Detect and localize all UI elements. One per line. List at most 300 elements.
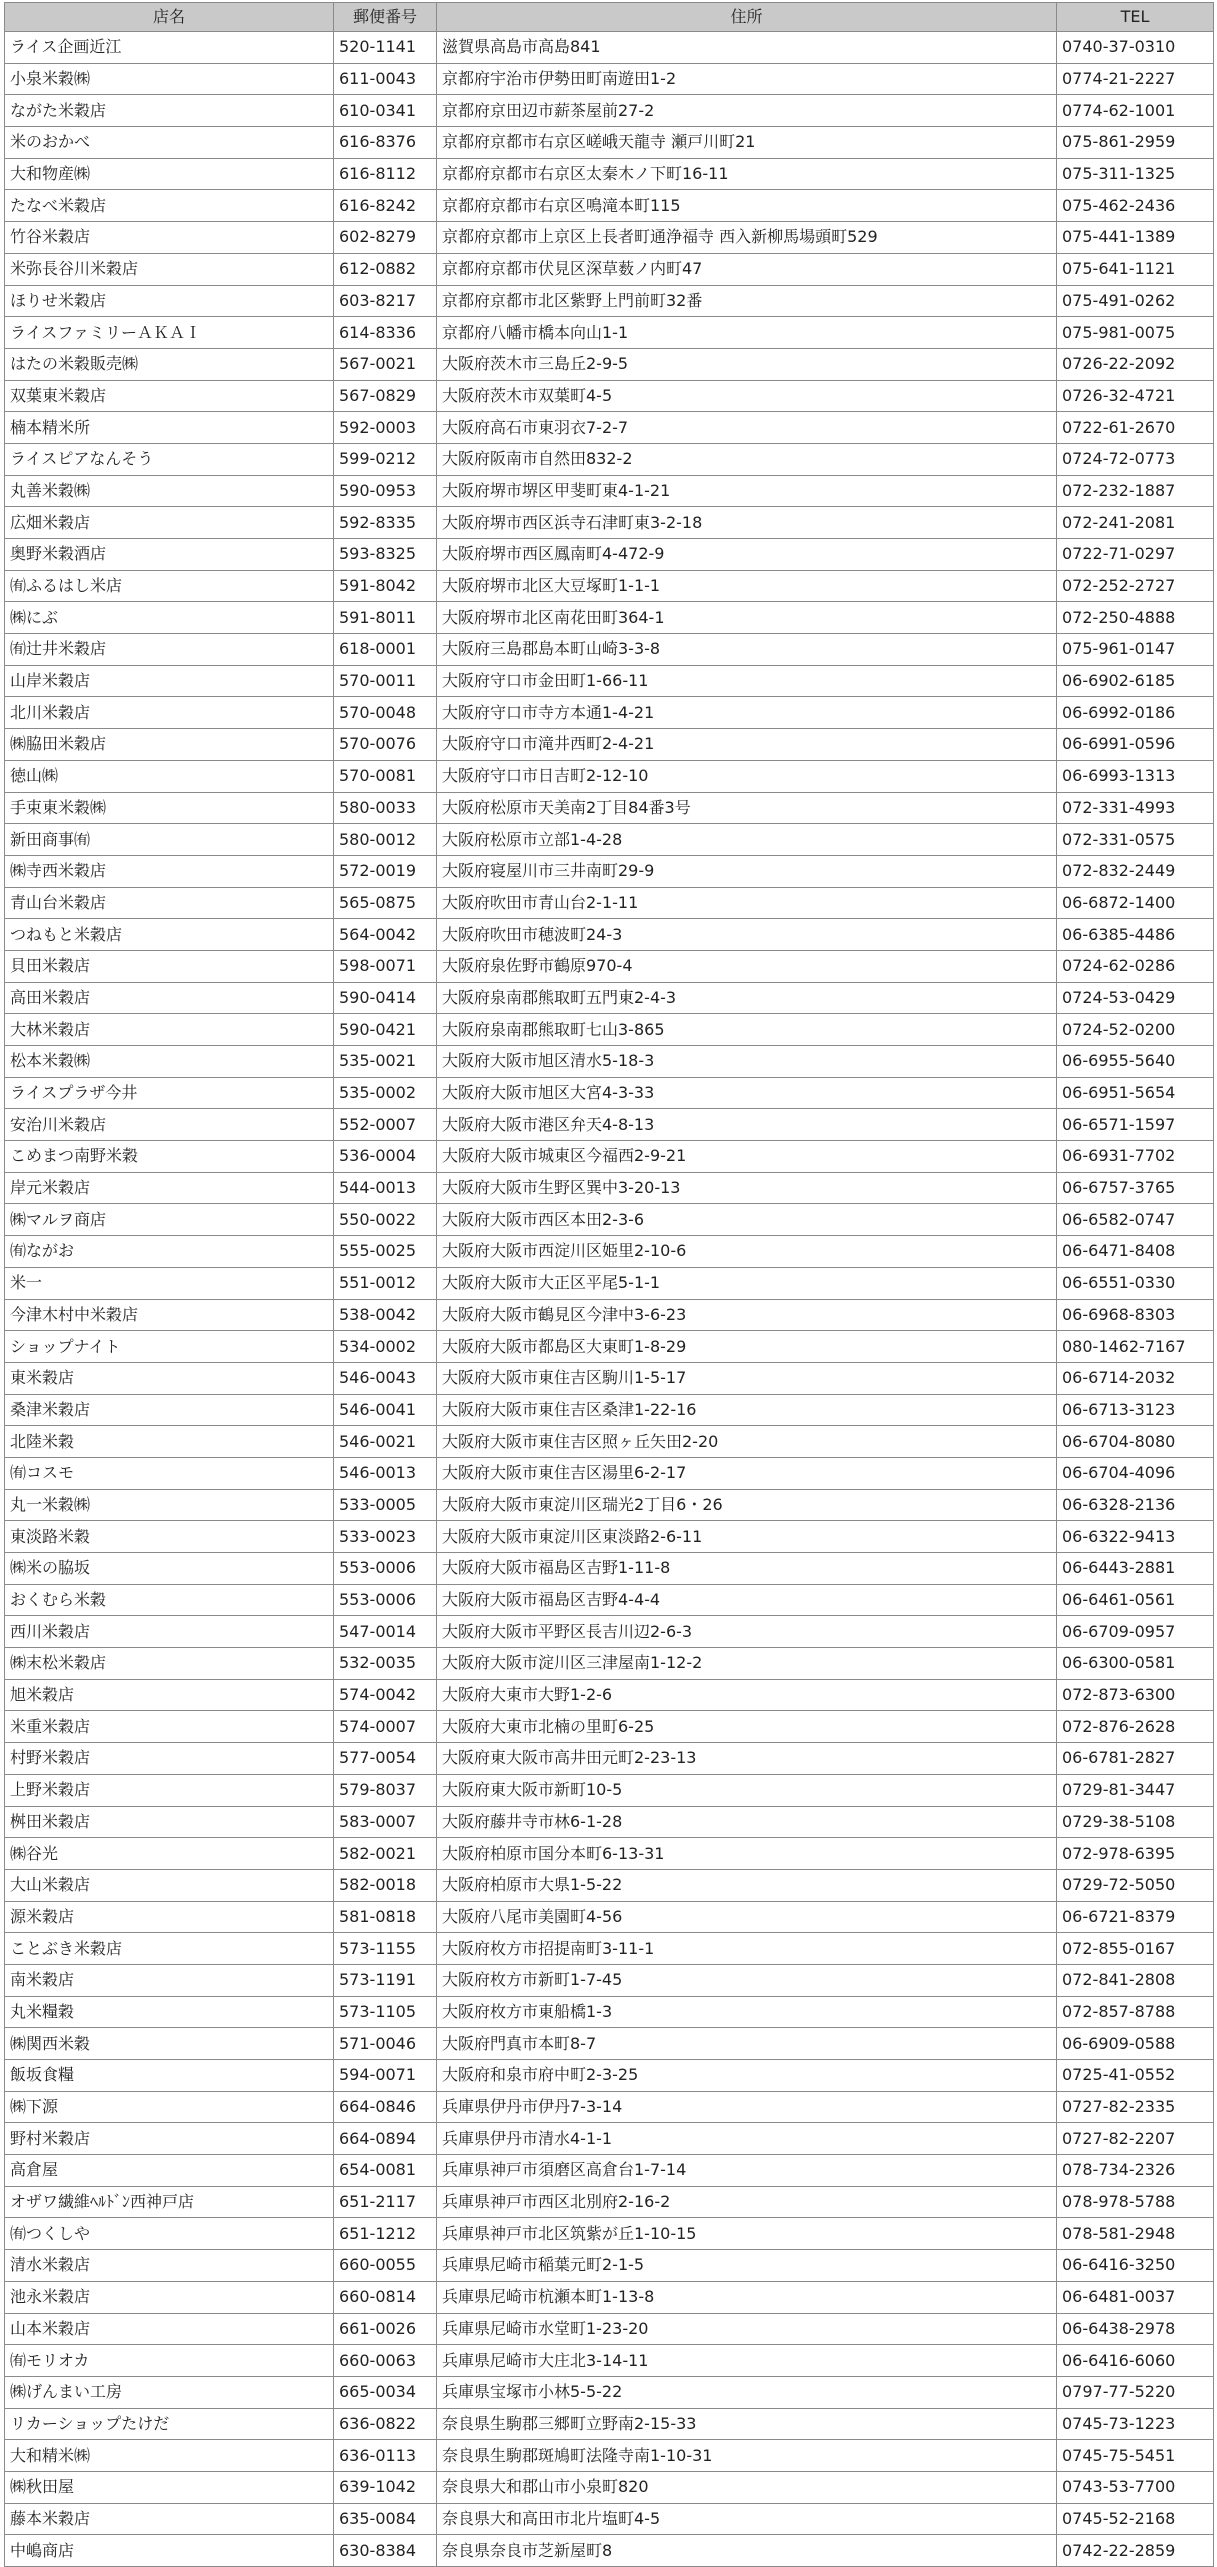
postal-code-cell: 553-0006 — [334, 1553, 437, 1585]
tel-cell: 080-1462-7167 — [1057, 1331, 1214, 1363]
address-cell: 大阪府阪南市自然田832-2 — [437, 443, 1057, 475]
address-cell: 兵庫県神戸市西区北別府2-16-2 — [437, 2186, 1057, 2218]
postal-code-cell: 616-8376 — [334, 127, 437, 159]
postal-code-cell: 612-0882 — [334, 253, 437, 285]
address-cell: 大阪府松原市天美南2丁目84番3号 — [437, 792, 1057, 824]
table-row — [5, 1141, 1214, 1173]
table-row — [5, 1046, 1214, 1078]
address-cell: 大阪府大阪市東住吉区湯里6-2-17 — [437, 1457, 1057, 1489]
address-cell: 大阪府大阪市西区本田2-3-6 — [437, 1204, 1057, 1236]
table-row — [5, 1584, 1214, 1616]
table-row — [5, 63, 1214, 95]
address-cell: 大阪府和泉市府中町2-3-25 — [437, 2060, 1057, 2092]
postal-code-cell: 599-0212 — [334, 443, 437, 475]
table-row — [5, 1331, 1214, 1363]
address-cell: 大阪府堺市西区浜寺石津町東3-2-18 — [437, 507, 1057, 539]
table-row — [5, 2028, 1214, 2060]
shop-name-cell: リカーショップたけだ — [5, 2408, 334, 2440]
shop-name-cell: ㈲ながお — [5, 1236, 334, 1268]
postal-code-cell: 551-0012 — [334, 1267, 437, 1299]
table-row — [5, 2091, 1214, 2123]
postal-code-cell: 550-0022 — [334, 1204, 437, 1236]
shop-name-cell: 大山米穀店 — [5, 1869, 334, 1901]
address-cell: 大阪府大阪市東淀川区瑞光2丁目6・26 — [437, 1489, 1057, 1521]
table-row — [5, 1172, 1214, 1204]
address-cell: 大阪府堺市北区大豆塚町1-1-1 — [437, 570, 1057, 602]
address-cell: 大阪府茨木市三島丘2-9-5 — [437, 348, 1057, 380]
postal-code-cell: 546-0041 — [334, 1394, 437, 1426]
table-row — [5, 1014, 1214, 1046]
shop-name-cell: 安治川米穀店 — [5, 1109, 334, 1141]
table-row — [5, 697, 1214, 729]
address-cell: 兵庫県尼崎市杭瀬本町1-13-8 — [437, 2281, 1057, 2313]
table-row — [5, 32, 1214, 64]
address-cell: 大阪府枚方市東船橋1-3 — [437, 1996, 1057, 2028]
table-row — [5, 1521, 1214, 1553]
address-cell: 大阪府枚方市招提南町3-11-1 — [437, 1933, 1057, 1965]
postal-code-cell: 552-0007 — [334, 1109, 437, 1141]
address-cell: 大阪府大阪市東住吉区駒川1-5-17 — [437, 1362, 1057, 1394]
shop-name-cell: 飯坂食糧 — [5, 2060, 334, 2092]
tel-cell: 072-250-4888 — [1057, 602, 1214, 634]
tel-cell: 072-876-2628 — [1057, 1711, 1214, 1743]
table-row — [5, 824, 1214, 856]
postal-code-cell: 610-0341 — [334, 95, 437, 127]
address-cell: 大阪府守口市金田町1-66-11 — [437, 665, 1057, 697]
postal-code-cell: 577-0054 — [334, 1743, 437, 1775]
table-row — [5, 1648, 1214, 1680]
tel-cell: 06-6471-8408 — [1057, 1236, 1214, 1268]
shop-name-cell: 上野米穀店 — [5, 1774, 334, 1806]
address-cell: 大阪府大阪市港区弁天4-8-13 — [437, 1109, 1057, 1141]
postal-code-cell: 583-0007 — [334, 1806, 437, 1838]
shop-name-cell: 池永米穀店 — [5, 2281, 334, 2313]
table-row — [5, 253, 1214, 285]
address-cell: 大阪府茨木市双葉町4-5 — [437, 380, 1057, 412]
tel-cell: 0727-82-2207 — [1057, 2123, 1214, 2155]
postal-code-cell: 660-0063 — [334, 2345, 437, 2377]
tel-cell: 075-311-1325 — [1057, 158, 1214, 190]
tel-cell: 072-855-0167 — [1057, 1933, 1214, 1965]
postal-code-cell: 636-0822 — [334, 2408, 437, 2440]
address-cell: 大阪府大阪市東淀川区東淡路2-6-11 — [437, 1521, 1057, 1553]
address-cell: 大阪府三島郡島本町山崎3-3-8 — [437, 634, 1057, 666]
tel-cell: 06-6551-0330 — [1057, 1267, 1214, 1299]
shop-table — [4, 2, 1214, 2567]
shop-name-cell: 藤本米穀店 — [5, 2503, 334, 2535]
postal-code-cell: 555-0025 — [334, 1236, 437, 1268]
address-cell: 大阪府守口市日吉町2-12-10 — [437, 760, 1057, 792]
address-cell: 京都府京都市右京区鳴滝本町115 — [437, 190, 1057, 222]
shop-name-cell: 東米穀店 — [5, 1362, 334, 1394]
address-cell: 大阪府高石市東羽衣7-2-7 — [437, 412, 1057, 444]
tel-cell: 0727-82-2335 — [1057, 2091, 1214, 2123]
shop-name-cell: 南米穀店 — [5, 1964, 334, 1996]
table-row — [5, 2503, 1214, 2535]
address-cell: 兵庫県尼崎市大庄北3-14-11 — [437, 2345, 1057, 2377]
postal-code-cell: 546-0013 — [334, 1457, 437, 1489]
shop-name-cell: 丸米糧穀 — [5, 1996, 334, 2028]
postal-code-cell: 635-0084 — [334, 2503, 437, 2535]
postal-code-cell: 573-1105 — [334, 1996, 437, 2028]
address-cell: 兵庫県神戸市北区筑紫が丘1-10-15 — [437, 2218, 1057, 2250]
table-row — [5, 317, 1214, 349]
shop-name-cell: 西川米穀店 — [5, 1616, 334, 1648]
address-cell: 大阪府柏原市大県1-5-22 — [437, 1869, 1057, 1901]
address-cell: 大阪府大阪市生野区巽中3-20-13 — [437, 1172, 1057, 1204]
tel-cell: 075-861-2959 — [1057, 127, 1214, 159]
shop-name-cell: 桝田米穀店 — [5, 1806, 334, 1838]
postal-code-cell: 660-0055 — [334, 2250, 437, 2282]
shop-name-cell: 楠本精米所 — [5, 412, 334, 444]
address-cell: 大阪府大阪市西淀川区姫里2-10-6 — [437, 1236, 1057, 1268]
postal-code-cell: 660-0814 — [334, 2281, 437, 2313]
tel-cell: 078-978-5788 — [1057, 2186, 1214, 2218]
shop-name-cell: ライスピアなんそう — [5, 443, 334, 475]
postal-code-cell: 665-0034 — [334, 2376, 437, 2408]
tel-cell: 0722-71-0297 — [1057, 539, 1214, 571]
tel-cell: 0724-52-0200 — [1057, 1014, 1214, 1046]
postal-code-cell: 651-2117 — [334, 2186, 437, 2218]
address-cell: 大阪府大阪市福島区吉野4-4-4 — [437, 1584, 1057, 1616]
address-cell: 兵庫県尼崎市稲葉元町2-1-5 — [437, 2250, 1057, 2282]
table-row — [5, 127, 1214, 159]
postal-code-cell: 535-0021 — [334, 1046, 437, 1078]
tel-cell: 06-6714-2032 — [1057, 1362, 1214, 1394]
table-row — [5, 1362, 1214, 1394]
table-row — [5, 1869, 1214, 1901]
postal-code-cell: 536-0004 — [334, 1141, 437, 1173]
postal-code-cell: 598-0071 — [334, 950, 437, 982]
shop-name-cell: 青山台米穀店 — [5, 887, 334, 919]
table-row — [5, 1267, 1214, 1299]
postal-code-cell: 616-8242 — [334, 190, 437, 222]
tel-cell: 06-6328-2136 — [1057, 1489, 1214, 1521]
postal-code-cell: 594-0071 — [334, 2060, 437, 2092]
shop-name-cell: 高倉屋 — [5, 2155, 334, 2187]
postal-code-cell: 654-0081 — [334, 2155, 437, 2187]
tel-cell: 06-6709-0957 — [1057, 1616, 1214, 1648]
address-cell: 京都府京都市右京区太秦木ノ下町16-11 — [437, 158, 1057, 190]
postal-code-cell: 534-0002 — [334, 1331, 437, 1363]
table-row — [5, 158, 1214, 190]
shop-name-cell: ㈱マルヲ商店 — [5, 1204, 334, 1236]
address-cell: 大阪府門真市本町8-7 — [437, 2028, 1057, 2060]
table-row — [5, 95, 1214, 127]
address-cell: 兵庫県伊丹市清水4-1-1 — [437, 2123, 1057, 2155]
shop-name-cell: 北陸米穀 — [5, 1426, 334, 1458]
tel-cell: 078-734-2326 — [1057, 2155, 1214, 2187]
shop-name-cell: オザワ繊維ﾍﾙﾄﾞﾝ西神戸店 — [5, 2186, 334, 2218]
table-row — [5, 729, 1214, 761]
tel-cell: 06-6993-1313 — [1057, 760, 1214, 792]
postal-code-cell: 614-8336 — [334, 317, 437, 349]
shop-name-cell: 米一 — [5, 1267, 334, 1299]
table-row — [5, 2250, 1214, 2282]
tel-cell: 075-961-0147 — [1057, 634, 1214, 666]
postal-code-cell: 591-8011 — [334, 602, 437, 634]
tel-cell: 06-6443-2881 — [1057, 1553, 1214, 1585]
postal-code-cell: 664-0846 — [334, 2091, 437, 2123]
shop-name-cell: ㈱下源 — [5, 2091, 334, 2123]
postal-code-cell: 571-0046 — [334, 2028, 437, 2060]
table-row — [5, 539, 1214, 571]
postal-code-cell: 616-8112 — [334, 158, 437, 190]
postal-code-cell: 590-0953 — [334, 475, 437, 507]
postal-code-cell: 546-0043 — [334, 1362, 437, 1394]
postal-code-cell: 564-0042 — [334, 919, 437, 951]
postal-code-cell: 567-0829 — [334, 380, 437, 412]
table-row — [5, 665, 1214, 697]
shop-name-cell: はたの米穀販売㈱ — [5, 348, 334, 380]
shop-name-cell: 岸元米穀店 — [5, 1172, 334, 1204]
tel-cell: 06-6909-0588 — [1057, 2028, 1214, 2060]
address-cell: 大阪府寝屋川市三井南町29-9 — [437, 855, 1057, 887]
postal-code-cell: 570-0048 — [334, 697, 437, 729]
tel-cell: 06-6931-7702 — [1057, 1141, 1214, 1173]
postal-code-cell: 593-8325 — [334, 539, 437, 571]
tel-cell: 06-6461-0561 — [1057, 1584, 1214, 1616]
postal-code-cell: 574-0042 — [334, 1679, 437, 1711]
tel-cell: 0729-81-3447 — [1057, 1774, 1214, 1806]
table-row — [5, 2345, 1214, 2377]
shop-name-cell: ㈲つくしや — [5, 2218, 334, 2250]
tel-cell: 0774-21-2227 — [1057, 63, 1214, 95]
shop-name-cell: おくむら米穀 — [5, 1584, 334, 1616]
shop-name-cell: 村野米穀店 — [5, 1743, 334, 1775]
table-row — [5, 348, 1214, 380]
address-cell: 大阪府大阪市東住吉区桑津1-22-16 — [437, 1394, 1057, 1426]
address-cell: 大阪府大阪市大正区平尾5-1-1 — [437, 1267, 1057, 1299]
postal-code-cell: 602-8279 — [334, 222, 437, 254]
address-cell: 大阪府泉佐野市鶴原970-4 — [437, 950, 1057, 982]
address-cell: 大阪府八尾市美園町4-56 — [437, 1901, 1057, 1933]
shop-name-cell: ことぶき米穀店 — [5, 1933, 334, 1965]
shop-name-cell: ライス企画近江 — [5, 32, 334, 64]
tel-cell: 075-641-1121 — [1057, 253, 1214, 285]
table-row — [5, 1426, 1214, 1458]
table-row — [5, 2060, 1214, 2092]
postal-code-cell: 636-0113 — [334, 2440, 437, 2472]
postal-code-cell: 570-0081 — [334, 760, 437, 792]
table-row — [5, 443, 1214, 475]
tel-cell: 0722-61-2670 — [1057, 412, 1214, 444]
tel-cell: 072-841-2808 — [1057, 1964, 1214, 1996]
table-row — [5, 1489, 1214, 1521]
postal-code-cell: 611-0043 — [334, 63, 437, 95]
tel-cell: 06-6322-9413 — [1057, 1521, 1214, 1553]
table-row — [5, 1679, 1214, 1711]
address-cell: 大阪府大阪市旭区大宮4-3-33 — [437, 1077, 1057, 1109]
address-cell: 大阪府泉南郡熊取町七山3-865 — [437, 1014, 1057, 1046]
postal-code-cell: 565-0875 — [334, 887, 437, 919]
table-row — [5, 1838, 1214, 1870]
shop-name-cell: ライスファミリーＡＫＡＩ — [5, 317, 334, 349]
shop-name-cell: 松本米穀㈱ — [5, 1046, 334, 1078]
shop-name-cell: ㈱末松米穀店 — [5, 1648, 334, 1680]
table-row — [5, 982, 1214, 1014]
address-cell: 京都府京田辺市薪茶屋前27-2 — [437, 95, 1057, 127]
postal-code-cell: 590-0421 — [334, 1014, 437, 1046]
tel-cell: 0743-53-7700 — [1057, 2471, 1214, 2503]
table-row — [5, 380, 1214, 412]
table-row — [5, 1077, 1214, 1109]
tel-cell: 075-491-0262 — [1057, 285, 1214, 317]
table-row — [5, 1901, 1214, 1933]
tel-cell: 06-6704-4096 — [1057, 1457, 1214, 1489]
shop-name-cell: 米弥長谷川米穀店 — [5, 253, 334, 285]
address-cell: 大阪府守口市寺方本通1-4-21 — [437, 697, 1057, 729]
shop-name-cell: 新田商事㈲ — [5, 824, 334, 856]
postal-code-cell: 581-0818 — [334, 1901, 437, 1933]
table-row — [5, 2535, 1214, 2567]
shop-name-cell: 奥野米穀酒店 — [5, 539, 334, 571]
tel-cell: 06-6582-0747 — [1057, 1204, 1214, 1236]
tel-cell: 06-6902-6185 — [1057, 665, 1214, 697]
postal-code-cell: 570-0011 — [334, 665, 437, 697]
postal-code-cell: 547-0014 — [334, 1616, 437, 1648]
postal-code-cell: 574-0007 — [334, 1711, 437, 1743]
address-cell: 兵庫県尼崎市水堂町1-23-20 — [437, 2313, 1057, 2345]
address-cell: 大阪府柏原市国分本町6-13-31 — [437, 1838, 1057, 1870]
tel-cell: 072-857-8788 — [1057, 1996, 1214, 2028]
postal-code-cell: 546-0021 — [334, 1426, 437, 1458]
address-cell: 大阪府東大阪市高井田元町2-23-13 — [437, 1743, 1057, 1775]
table-row — [5, 887, 1214, 919]
table-row — [5, 1204, 1214, 1236]
table-row — [5, 2408, 1214, 2440]
address-cell: 奈良県奈良市芝新屋町8 — [437, 2535, 1057, 2567]
tel-cell: 0742-22-2859 — [1057, 2535, 1214, 2567]
tel-cell: 0724-62-0286 — [1057, 950, 1214, 982]
tel-cell: 06-6704-8080 — [1057, 1426, 1214, 1458]
tel-cell: 072-331-0575 — [1057, 824, 1214, 856]
shop-name-cell: 丸一米穀㈱ — [5, 1489, 334, 1521]
tel-cell: 0729-72-5050 — [1057, 1869, 1214, 1901]
tel-cell: 06-6385-4486 — [1057, 919, 1214, 951]
shop-name-cell: 大和精米㈱ — [5, 2440, 334, 2472]
shop-name-cell: 高田米穀店 — [5, 982, 334, 1014]
header-row — [5, 3, 1214, 32]
address-cell: 奈良県大和郡山市小泉町820 — [437, 2471, 1057, 2503]
table-row — [5, 919, 1214, 951]
postal-code-cell: 538-0042 — [334, 1299, 437, 1331]
table-row — [5, 1806, 1214, 1838]
shop-name-cell: たなべ米穀店 — [5, 190, 334, 222]
table-row — [5, 1457, 1214, 1489]
shop-name-cell: ほりせ米穀店 — [5, 285, 334, 317]
tel-cell: 06-6481-0037 — [1057, 2281, 1214, 2313]
table-row — [5, 190, 1214, 222]
table-row — [5, 602, 1214, 634]
address-cell: 大阪府泉南郡熊取町五門東2-4-3 — [437, 982, 1057, 1014]
tel-cell: 06-6951-5654 — [1057, 1077, 1214, 1109]
address-cell: 大阪府大阪市旭区清水5-18-3 — [437, 1046, 1057, 1078]
postal-code-cell: 572-0019 — [334, 855, 437, 887]
tel-cell: 072-873-6300 — [1057, 1679, 1214, 1711]
address-cell: 大阪府大阪市都島区大東町1-8-29 — [437, 1331, 1057, 1363]
postal-code-cell: 664-0894 — [334, 2123, 437, 2155]
tel-cell: 075-441-1389 — [1057, 222, 1214, 254]
tel-cell: 0774-62-1001 — [1057, 95, 1214, 127]
postal-code-cell: 535-0002 — [334, 1077, 437, 1109]
shop-name-cell: ㈱にぶ — [5, 602, 334, 634]
shop-name-cell: 桑津米穀店 — [5, 1394, 334, 1426]
shop-name-cell: 源米穀店 — [5, 1901, 334, 1933]
address-cell: 大阪府東大阪市新町10-5 — [437, 1774, 1057, 1806]
shop-name-cell: ㈱げんまい工房 — [5, 2376, 334, 2408]
postal-code-cell: 573-1155 — [334, 1933, 437, 1965]
postal-code-cell: 592-0003 — [334, 412, 437, 444]
table-row — [5, 2376, 1214, 2408]
postal-code-cell: 582-0018 — [334, 1869, 437, 1901]
table-row — [5, 950, 1214, 982]
address-cell: 大阪府大阪市平野区長吉川辺2-6-3 — [437, 1616, 1057, 1648]
tel-cell: 072-331-4993 — [1057, 792, 1214, 824]
address-cell: 大阪府吹田市青山台2-1-11 — [437, 887, 1057, 919]
tel-cell: 0724-53-0429 — [1057, 982, 1214, 1014]
shop-name-cell: 米重米穀店 — [5, 1711, 334, 1743]
shop-name-cell: ㈲モリオカ — [5, 2345, 334, 2377]
address-cell: 京都府京都市右京区嵯峨天龍寺 瀬戸川町21 — [437, 127, 1057, 159]
shop-name-cell: 大和物産㈱ — [5, 158, 334, 190]
address-cell: 滋賀県高島市高島841 — [437, 32, 1057, 64]
shop-name-cell: 旭米穀店 — [5, 1679, 334, 1711]
shop-name-cell: 東淡路米穀 — [5, 1521, 334, 1553]
table-row — [5, 2218, 1214, 2250]
table-row — [5, 1964, 1214, 1996]
postal-code-cell: 618-0001 — [334, 634, 437, 666]
table-row — [5, 792, 1214, 824]
shop-name-cell: 清水米穀店 — [5, 2250, 334, 2282]
table-row — [5, 412, 1214, 444]
address-cell: 大阪府大阪市東住吉区照ヶ丘矢田2-20 — [437, 1426, 1057, 1458]
address-cell: 奈良県生駒郡斑鳩町法隆寺南1-10-31 — [437, 2440, 1057, 2472]
postal-code-cell: 567-0021 — [334, 348, 437, 380]
address-cell: 京都府京都市上京区上長者町通浄福寺 西入新柳馬場頭町529 — [437, 222, 1057, 254]
table-row — [5, 1109, 1214, 1141]
tel-cell: 0745-73-1223 — [1057, 2408, 1214, 2440]
address-cell: 大阪府大東市北楠の里町6-25 — [437, 1711, 1057, 1743]
address-cell: 大阪府大東市大野1-2-6 — [437, 1679, 1057, 1711]
tel-cell: 06-6781-2827 — [1057, 1743, 1214, 1775]
tel-cell: 0726-32-4721 — [1057, 380, 1214, 412]
tel-cell: 06-6713-3123 — [1057, 1394, 1214, 1426]
header-postal-code: 郵便番号 — [334, 3, 437, 32]
address-cell: 大阪府藤井寺市林6-1-28 — [437, 1806, 1057, 1838]
shop-name-cell: 野村米穀店 — [5, 2123, 334, 2155]
shop-name-cell: ㈱米の脇坂 — [5, 1553, 334, 1585]
shop-name-cell: 徳山㈱ — [5, 760, 334, 792]
shop-name-cell: ㈱関西米穀 — [5, 2028, 334, 2060]
postal-code-cell: 582-0021 — [334, 1838, 437, 1870]
tel-cell: 06-6416-6060 — [1057, 2345, 1214, 2377]
shop-name-cell: 手束東米穀㈱ — [5, 792, 334, 824]
tel-cell: 0729-38-5108 — [1057, 1806, 1214, 1838]
address-cell: 京都府京都市北区紫野上門前町32番 — [437, 285, 1057, 317]
address-cell: 兵庫県神戸市須磨区高倉台1-7-14 — [437, 2155, 1057, 2187]
shop-name-cell: 双葉東米穀店 — [5, 380, 334, 412]
table-row — [5, 1236, 1214, 1268]
postal-code-cell: 520-1141 — [334, 32, 437, 64]
tel-cell: 075-462-2436 — [1057, 190, 1214, 222]
address-cell: 京都府京都市伏見区深草薮ノ内町47 — [437, 253, 1057, 285]
tel-cell: 06-6571-1597 — [1057, 1109, 1214, 1141]
postal-code-cell: 651-1212 — [334, 2218, 437, 2250]
tel-cell: 06-6416-3250 — [1057, 2250, 1214, 2282]
table-row — [5, 2440, 1214, 2472]
shop-name-cell: 中嶋商店 — [5, 2535, 334, 2567]
